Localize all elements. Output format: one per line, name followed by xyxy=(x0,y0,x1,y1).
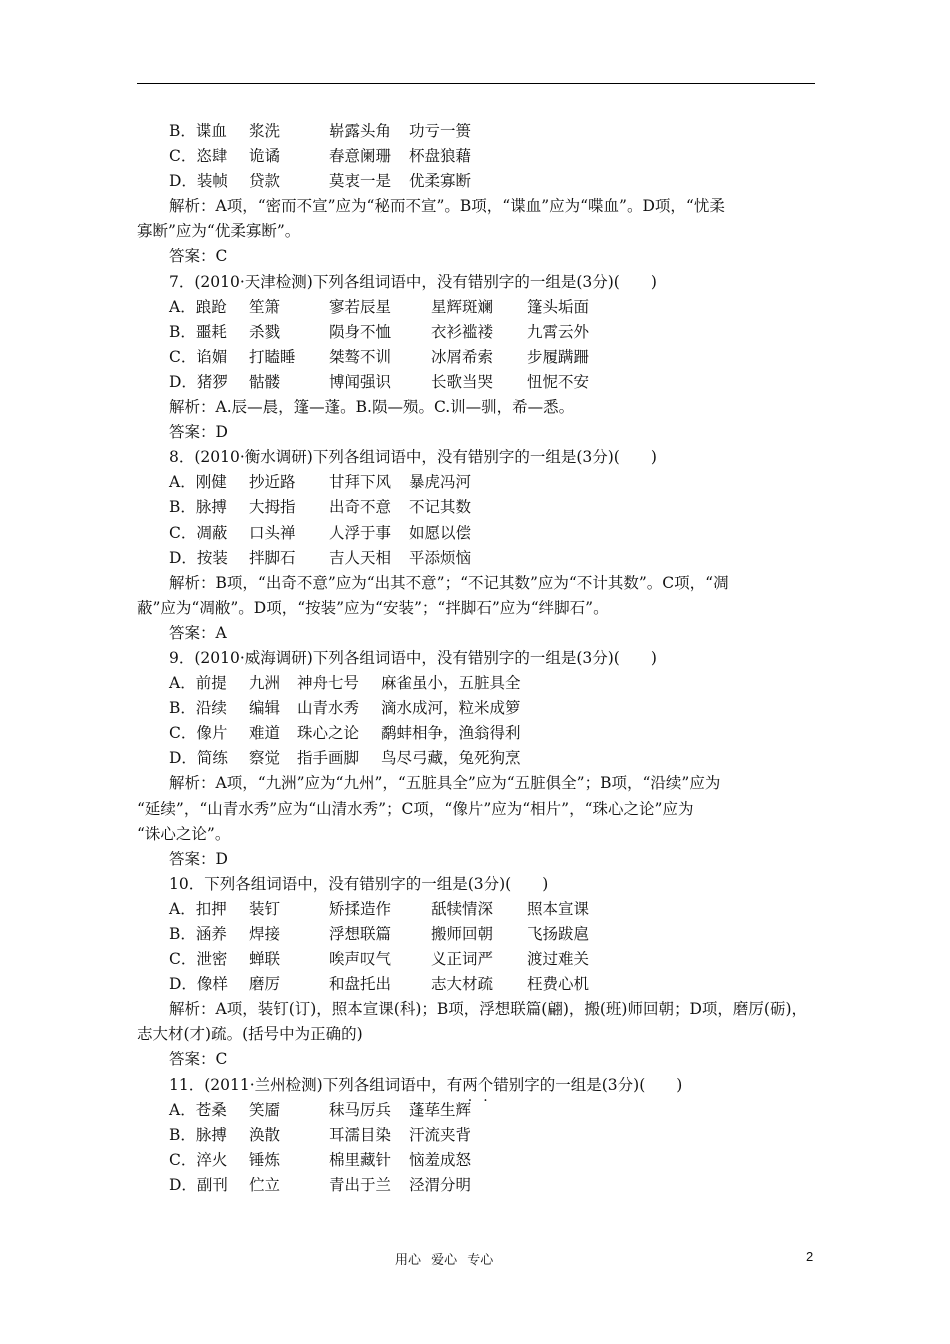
option-row xyxy=(137,370,817,395)
option-word: 伫立 xyxy=(249,1175,281,1194)
option-word: 汗流夹背 xyxy=(409,1125,472,1144)
option-word: 九霄云外 xyxy=(527,322,590,341)
option-word: 如愿以偿 xyxy=(409,523,472,542)
option-word: 九洲 xyxy=(249,674,281,693)
option-word: 照本宣课 xyxy=(527,899,590,918)
option-word: 山青水秀 xyxy=(297,699,360,718)
option-label-word: A．刚健 xyxy=(169,473,227,492)
option-word: 杀戮 xyxy=(249,322,281,341)
option-row xyxy=(137,1148,817,1173)
option-row xyxy=(137,345,817,370)
option-word: 出奇不意 xyxy=(329,498,392,517)
option-word: 拌脚石 xyxy=(249,548,296,567)
option-word: 口头禅 xyxy=(249,523,296,542)
option-word: 蓬荜生辉 xyxy=(409,1100,472,1119)
option-word: 甘拜下风 xyxy=(329,473,392,492)
option-label-word: D．副刊 xyxy=(169,1175,228,1194)
text-line: 7．(2010·天津检测)下列各组词语中，没有错别字的一组是(3分)( ) xyxy=(169,272,657,291)
option-label-word: C．像片 xyxy=(169,724,228,743)
option-word: 人浮于事 xyxy=(329,523,392,542)
option-label-word: C．谄媚 xyxy=(169,347,228,366)
option-row xyxy=(137,320,817,345)
option-word: 博闻强识 xyxy=(329,372,392,391)
option-word: 滴水成河，粒米成箩 xyxy=(381,699,521,718)
page-footer xyxy=(0,1249,950,1269)
option-word: 浮想联篇 xyxy=(329,925,392,943)
header-rule xyxy=(137,83,815,84)
option-row xyxy=(137,470,817,495)
option-word: 鸟尽弓藏，兔死狗烹 xyxy=(381,749,521,768)
text-line-continued: “延续”，“山青水秀”应为“山清水秀”；C项，“像片”应为“相片”，“珠心之论”应为 xyxy=(137,799,694,818)
option-row xyxy=(137,169,817,194)
option-label-word: D．猪猡 xyxy=(169,372,228,391)
option-word: 不记其数 xyxy=(409,498,472,517)
text-line: 11．(2011·兰州检测)下列各组词语中，有两个错别字的一组是(3分)( ) xyxy=(137,1073,817,1098)
option-row xyxy=(137,521,817,546)
option-word: 打瞌睡 xyxy=(249,347,296,366)
option-word: 吉人天相 xyxy=(329,548,392,567)
text-line: 8．(2010·衡水调研)下列各组词语中，没有错别字的一组是(3分)( ) xyxy=(169,448,657,467)
text-line-continued: “诛心之论”。 xyxy=(137,824,231,843)
text-line: 答案：D xyxy=(169,423,228,442)
option-label-word: C．泄密 xyxy=(169,950,228,969)
text-line: 答案：D xyxy=(169,849,228,868)
option-word: 义正词严 xyxy=(431,950,494,969)
option-row xyxy=(137,144,817,169)
option-word: 笙箫 xyxy=(249,297,281,316)
option-word: 和盘托出 xyxy=(329,975,392,994)
option-word: 优柔寡断 xyxy=(409,172,472,191)
option-word: 春意阑珊 xyxy=(329,147,392,166)
option-label-word: B．谍血 xyxy=(169,122,227,140)
text-line: 解析：A项，“九洲”应为“九州”，“五脏具全”应为“五脏俱全”；B项，“沿续”应为 xyxy=(169,774,721,793)
option-label-word: B．涵养 xyxy=(169,925,227,943)
option-word: 抄近路 xyxy=(249,473,296,492)
option-word: 珠心之论 xyxy=(297,724,360,743)
option-word: 神舟七号 xyxy=(297,674,360,693)
option-word: 涣散 xyxy=(249,1125,281,1144)
option-word: 陨身不恤 xyxy=(329,322,392,341)
document-body xyxy=(137,119,817,1198)
option-label-word: B．噩耗 xyxy=(169,322,227,341)
text-line: 10．下列各组词语中，没有错别字的一组是(3分)( ) xyxy=(169,874,549,893)
option-word: 泾渭分明 xyxy=(409,1175,472,1194)
text-line: 解析：A项，装钉(订)，照本宣课(科)；B项，浮想联篇(翩)，搬(班)师回朝；D项，磨厉(砺)， xyxy=(169,1000,807,1019)
option-word: 大拇指 xyxy=(249,498,296,517)
option-row xyxy=(137,1123,817,1148)
option-word: 冰屑希索 xyxy=(431,347,494,366)
option-word: 忸怩不安 xyxy=(527,372,590,391)
option-word: 步履蹒跚 xyxy=(527,347,590,366)
text-line: 解析：A项，“密而不宣”应为“秘而不宣”。B项，“谍血”应为“喋血”。D项，“忧柔 xyxy=(169,197,725,216)
option-word: 笑靥 xyxy=(249,1100,281,1119)
option-word: 蝉联 xyxy=(249,950,281,969)
text-line-continued: 志大材(才)疏。(括号中为正确的) xyxy=(137,1025,363,1044)
option-word: 察觉 xyxy=(249,749,281,768)
option-word: 骷髅 xyxy=(249,372,281,391)
option-word: 浆洗 xyxy=(249,122,281,140)
option-label-word: A．苍桑 xyxy=(169,1100,227,1119)
option-row xyxy=(137,546,817,571)
option-row xyxy=(137,972,817,997)
option-label-word: D．简练 xyxy=(169,749,228,768)
option-word: 磨厉 xyxy=(249,975,281,994)
option-word: 焊接 xyxy=(249,925,281,943)
footer-motto: 用心 爱心 专心 xyxy=(395,1253,494,1268)
option-row xyxy=(137,947,817,972)
emphasis-char: 两 xyxy=(462,1075,478,1094)
option-word: 暴虎冯河 xyxy=(409,473,472,492)
option-label-word: D．按装 xyxy=(169,548,228,567)
option-word: 诡谲 xyxy=(249,147,281,166)
option-row xyxy=(137,295,817,320)
page-number: 2 xyxy=(806,1249,814,1264)
option-word: 编辑 xyxy=(249,699,281,718)
text-line: 答案：C xyxy=(169,1050,228,1069)
option-label-word: B．脉搏 xyxy=(169,1125,227,1144)
text-line-continued: 蔽”应为“凋敝”。D项，“按装”应为“安装”；“拌脚石”应为“绊脚石”。 xyxy=(137,598,609,617)
option-word: 莫衷一是 xyxy=(329,172,392,191)
text-line-continued: 寡断”应为“优柔寡断”。 xyxy=(137,222,301,241)
option-row xyxy=(137,746,817,771)
option-word: 桀骜不训 xyxy=(329,347,392,366)
option-word: 星辉斑斓 xyxy=(431,297,494,316)
option-label-word: D．像样 xyxy=(169,975,228,994)
option-label-word: A．扣押 xyxy=(169,899,227,918)
option-word: 衣衫褴褛 xyxy=(431,322,494,341)
option-label-word: B．脉搏 xyxy=(169,498,227,517)
option-row xyxy=(137,671,817,696)
option-word: 装钉 xyxy=(249,899,281,918)
option-word: 功亏一篑 xyxy=(409,122,472,140)
option-label-word: A．前提 xyxy=(169,674,227,693)
option-word: 平添烦恼 xyxy=(409,548,472,567)
option-row xyxy=(137,495,817,520)
option-label-word: A．踉跄 xyxy=(169,297,227,316)
text-line: 解析：B项，“出奇不意”应为“出其不意”；“不记其数”应为“不计其数”。C项，“凋 xyxy=(169,573,729,592)
option-word: 篷头垢面 xyxy=(527,297,590,316)
option-word: 渡过难关 xyxy=(527,950,590,969)
option-word: 崭露头角 xyxy=(329,122,392,140)
option-word: 耳濡目染 xyxy=(329,1125,392,1144)
option-row xyxy=(137,696,817,721)
option-word: 鹬蚌相争，渔翁得利 xyxy=(381,724,521,743)
option-word: 搬师回朝 xyxy=(431,925,494,943)
option-label-word: C．凋蔽 xyxy=(169,523,228,542)
option-label-word: C．恣肆 xyxy=(169,147,228,166)
option-row xyxy=(137,1173,817,1198)
option-word: 青出于兰 xyxy=(329,1175,392,1194)
option-label-word: C．淬火 xyxy=(169,1150,228,1169)
option-row xyxy=(137,1098,817,1123)
option-word: 指手画脚 xyxy=(297,749,360,768)
option-word: 唉声叹气 xyxy=(329,950,392,969)
option-word: 难道 xyxy=(249,724,281,743)
text-line: 答案：A xyxy=(169,623,227,642)
option-label-word: D．装帧 xyxy=(169,172,228,191)
option-word: 锤炼 xyxy=(249,1150,281,1169)
text-line: 答案：C xyxy=(169,247,228,266)
option-label-word: B．沿续 xyxy=(169,699,227,718)
option-word: 舐犊情深 xyxy=(431,899,494,918)
option-word: 志大材疏 xyxy=(431,975,494,994)
option-word: 矫揉造作 xyxy=(329,899,392,918)
option-word: 长歌当哭 xyxy=(431,372,494,391)
text-line: 解析：A.辰—晨，篷—蓬。B.陨—殒。C.训—驯，希—悉。 xyxy=(169,398,575,417)
option-word: 寥若辰星 xyxy=(329,297,392,316)
option-word: 枉费心机 xyxy=(527,975,590,994)
option-row xyxy=(137,897,817,922)
option-row xyxy=(137,922,817,947)
option-row xyxy=(137,119,817,144)
option-word: 恼羞成怒 xyxy=(409,1150,472,1169)
option-word: 棉里藏针 xyxy=(329,1150,392,1169)
option-word: 飞扬跋扈 xyxy=(527,925,590,943)
option-word: 麻雀虽小，五脏具全 xyxy=(381,674,521,693)
option-row xyxy=(137,721,817,746)
option-word: 贷款 xyxy=(249,172,281,191)
option-word: 秣马厉兵 xyxy=(329,1100,392,1119)
emphasis-char: 个 xyxy=(477,1075,494,1094)
text-line: 9．(2010·威海调研)下列各组词语中，没有错别字的一组是(3分)( ) xyxy=(169,648,657,667)
option-word: 杯盘狼藉 xyxy=(409,147,472,166)
